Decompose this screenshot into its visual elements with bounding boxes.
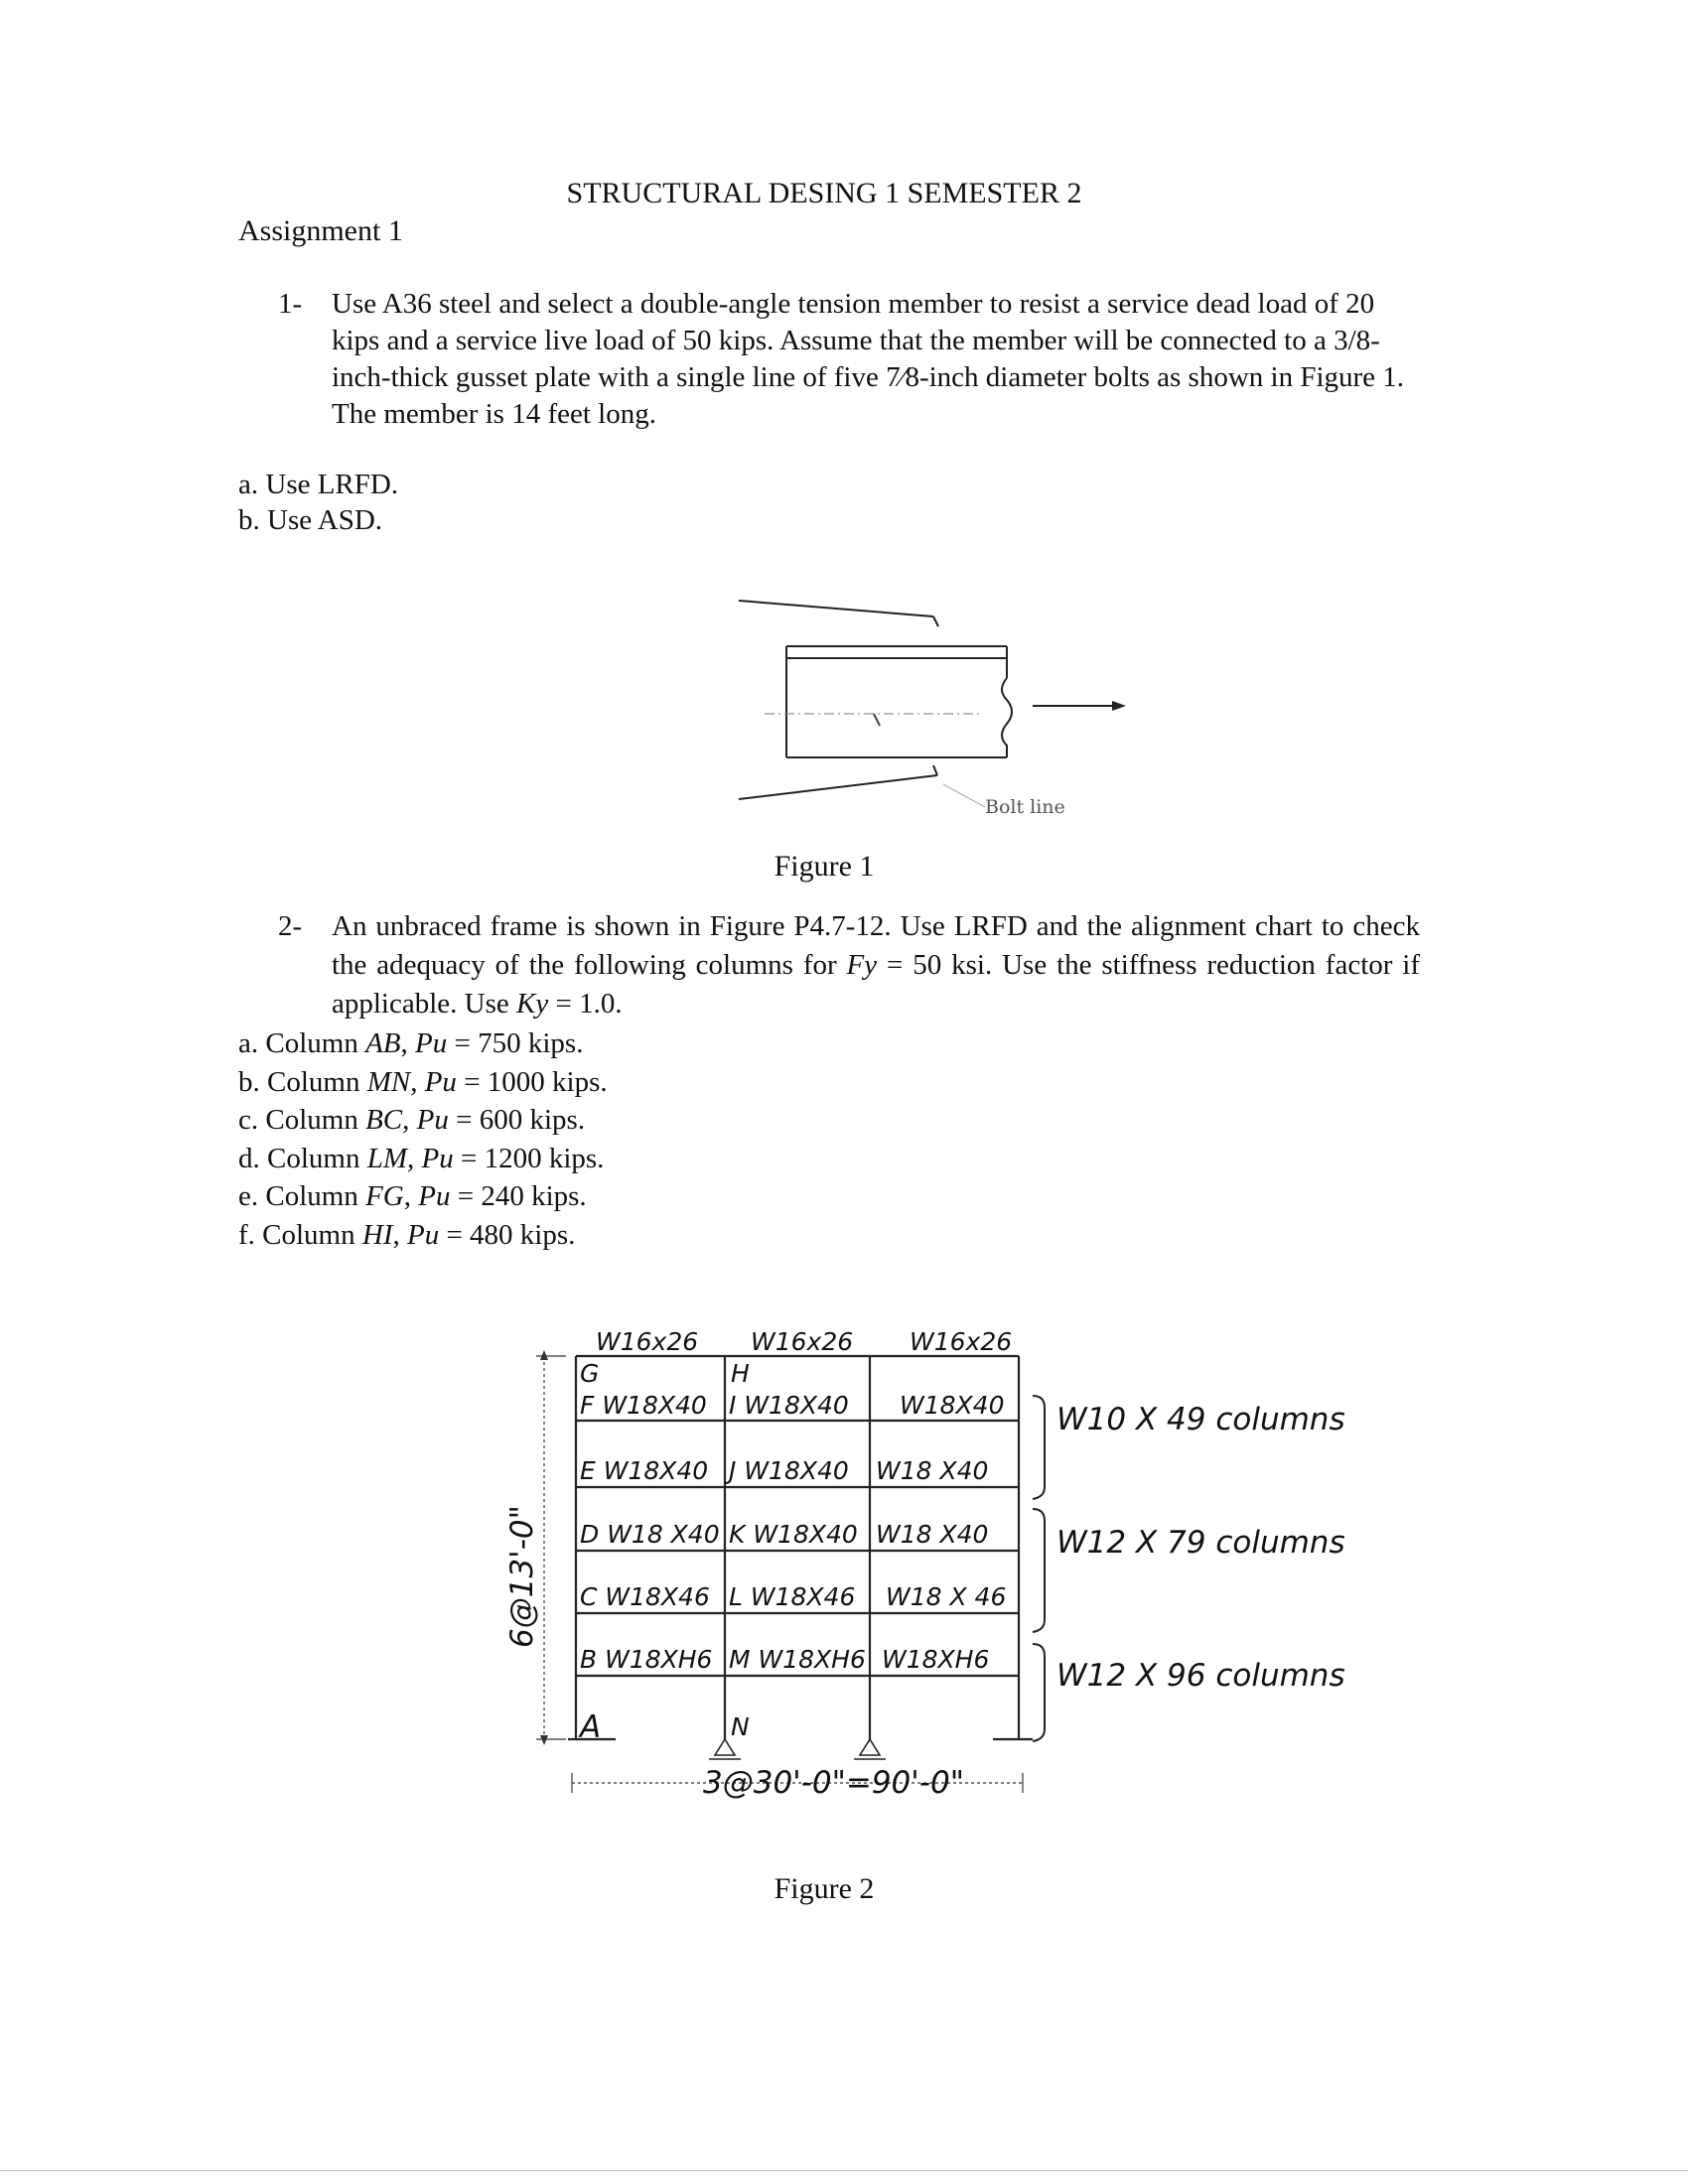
question-1-options — [238, 467, 398, 538]
figure-2-caption: Figure 2 — [774, 1872, 875, 1905]
beam-label: W18 X40 — [876, 1456, 989, 1485]
roof-beam-label: W16x26 — [910, 1327, 1013, 1356]
gusset-bottom-corner — [933, 765, 937, 775]
column-option: a. Column AB, Pu = 750 kips. — [238, 1027, 584, 1059]
beam-label: F W18X40 — [580, 1391, 707, 1420]
bracket-lower — [1033, 1644, 1045, 1741]
gusset-bottom-edge — [739, 775, 937, 799]
height-arrow-top — [540, 1350, 548, 1360]
figure-2-frame-diagram — [477, 1310, 1370, 1827]
option-asd: b. Use ASD. — [238, 504, 383, 536]
beam-label: L W18X46 — [729, 1582, 856, 1611]
figure-1-caption: Figure 1 — [774, 850, 875, 883]
beam-label: B W18XH6 — [580, 1645, 713, 1674]
scan-edge-line — [0, 2170, 1688, 2171]
column-option: d. Column LM, Pu = 1200 kips. — [238, 1142, 605, 1174]
pin-support-3 — [860, 1739, 880, 1755]
question-1-text: Use A36 steel and select a double-angle tension member to resist a service dead load of 20 kips and a service live load of 50 kips. Assume that the member will be connected to a 3/8-inch-thick gusset plate with a single line of five 7⁄8-inch diameter bolts as shown in Figure 1. The member is 14 feet long. — [332, 288, 1405, 430]
question-2-text — [332, 907, 1420, 1024]
height-label: 6@13'-0" — [504, 1505, 540, 1648]
beam-label: W18 X 46 — [886, 1582, 1007, 1611]
beam-label: W18 X40 — [876, 1520, 989, 1549]
node-label-a: A — [580, 1709, 602, 1745]
node-label-g: G — [580, 1359, 600, 1388]
beam-label: M W18XH6 — [729, 1645, 866, 1674]
column-option: b. Column MN, Pu = 1000 kips. — [238, 1065, 608, 1098]
bolt-line-leader — [943, 784, 985, 807]
node-label-h: H — [731, 1359, 750, 1388]
load-arrow-head — [1112, 701, 1126, 711]
question-2 — [278, 907, 1420, 1024]
pin-support-n — [715, 1739, 735, 1755]
beam-label: D W18 X40 — [580, 1520, 720, 1549]
question-2-text-a: An unbraced frame is shown in Figure P4.7-12. Use LRFD and the alignment chart to check the adequacy of the following columns for — [332, 910, 1420, 981]
column-option: c. Column BC, Pu = 600 kips. — [238, 1104, 586, 1136]
question-2-text-b: = 50 ksi. Use the stiffness reduction factor if applicable. Use — [332, 949, 1420, 1020]
column-group-label: W12 X 96 columns — [1056, 1658, 1345, 1694]
column-option: e. Column FG, Pu = 240 kips. — [238, 1180, 587, 1212]
question-1-number: 1- — [278, 288, 303, 320]
beam-label: W18X40 — [900, 1391, 1005, 1420]
ky-symbol: Ky — [516, 988, 549, 1020]
column-option: f. Column HI, Pu = 480 kips. — [238, 1218, 576, 1251]
bolt-marker — [874, 714, 880, 726]
option-lrfd: a. Use LRFD. — [238, 469, 399, 500]
figure-1-diagram — [695, 581, 1152, 829]
span-label: 3@30'-0"=90'-0" — [703, 1765, 964, 1801]
beam-label: K W18X40 — [729, 1520, 858, 1549]
assignment-heading: Assignment 1 — [238, 214, 403, 247]
question-1 — [278, 286, 1420, 433]
question-2-number: 2- — [278, 910, 303, 942]
page-title: STRUCTURAL DESING 1 SEMESTER 2 — [566, 177, 1082, 209]
gusset-top-edge — [739, 601, 933, 616]
bracket-middle — [1033, 1509, 1045, 1632]
column-group-label: W10 X 49 columns — [1056, 1402, 1345, 1437]
beam-label: I W18X40 — [729, 1391, 849, 1420]
bolt-line-label: Bolt line — [985, 796, 1065, 818]
fy-symbol: Fy — [846, 949, 878, 981]
beam-label: J W18X40 — [729, 1456, 849, 1485]
bracket-upper — [1033, 1396, 1045, 1499]
node-label-n: N — [731, 1712, 750, 1741]
question-2-text-c: = 1.0. — [548, 988, 623, 1020]
gusset-top-corner — [933, 616, 938, 626]
roof-beam-label: W16x26 — [596, 1327, 699, 1356]
question-2-options — [238, 1024, 608, 1254]
beam-label: W18XH6 — [882, 1645, 990, 1674]
break-symbol — [1002, 678, 1012, 757]
beam-label: C W18X46 — [580, 1582, 710, 1611]
roof-beam-label: W16x26 — [751, 1327, 854, 1356]
column-group-label: W12 X 79 columns — [1056, 1525, 1345, 1561]
beam-label: E W18X40 — [580, 1456, 709, 1485]
height-arrow-bottom — [540, 1735, 548, 1745]
